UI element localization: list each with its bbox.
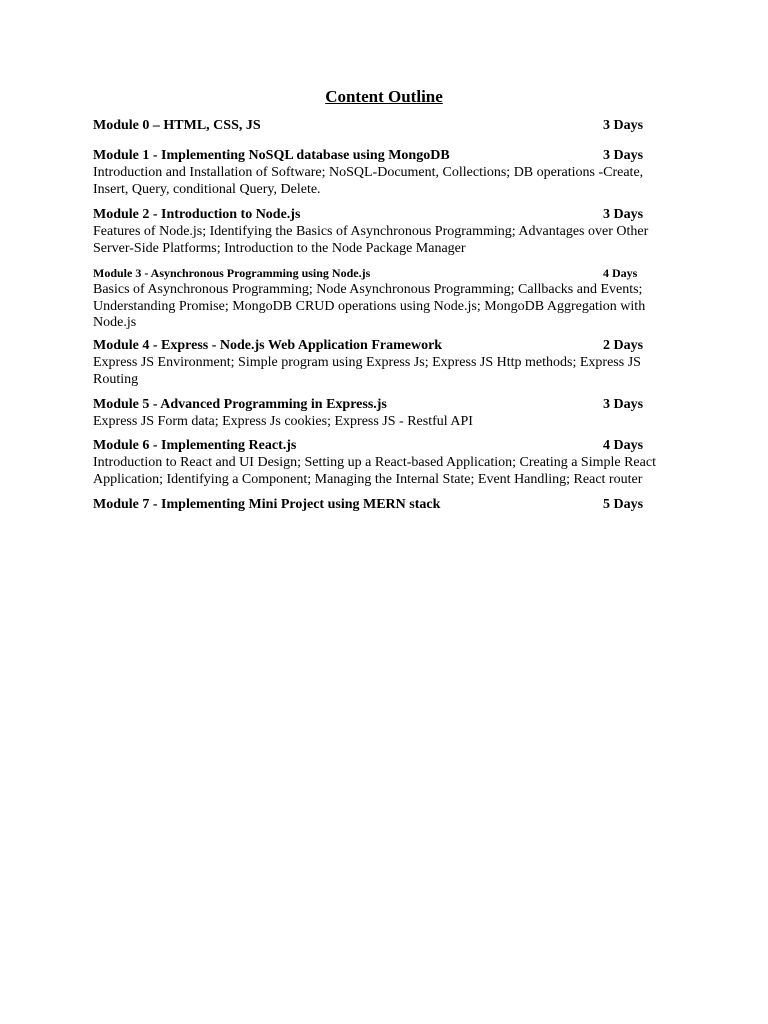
module-duration: 3 Days [603,207,644,222]
module-description: Features of Node.js; Identifying the Basics of Asynchronous Programming; Advantages over Other Server-Side Platforms; Introduction to the Node Package Manager [93,224,649,256]
module-heading [93,117,673,135]
module-heading [93,264,673,282]
module-heading [93,337,673,355]
module-heading [93,396,673,414]
module-4 [93,337,673,388]
module-duration: 3 Days [603,118,644,133]
module-6 [93,437,673,488]
module-name: Module 2 - Introduction to Node.js [93,207,301,222]
module-heading [93,147,673,165]
module-3 [93,264,673,332]
module-description: Introduction and Installation of Software; NoSQL-Document, Collections; DB operations -Create, Insert, Query, conditional Query, Delete. [93,165,644,197]
module-duration: 2 Days [603,338,644,353]
module-2 [93,206,673,257]
module-1 [93,147,673,198]
module-7 [93,496,673,514]
module-name: Module 4 - Express - Node.js Web Application Framework [93,338,443,353]
module-heading [93,206,673,224]
module-heading [93,496,673,514]
module-duration: 4 Days [603,266,638,280]
module-0 [93,117,673,135]
module-5 [93,396,673,431]
module-name: Module 6 - Implementing React.js [93,438,297,453]
module-description: Express JS Environment; Simple program using Express Js; Express JS Http methods; Express JS Routing [93,355,641,387]
module-description: Introduction to React and UI Design; Setting up a React-based Application; Creating a Simple React Application; Identifying a Component; Managing the Internal State; Event Handling; React router [93,455,656,487]
module-name: Module 7 - Implementing Mini Project using MERN stack [93,497,441,512]
module-name: Module 0 – HTML, CSS, JS [93,118,261,133]
module-duration: 4 Days [603,438,644,453]
module-name: Module 3 - Asynchronous Programming using Node.js [93,266,371,280]
module-name: Module 5 - Advanced Programming in Express.js [93,397,387,412]
page-title: Content Outline [325,87,443,106]
module-description: Express JS Form data; Express Js cookies; Express JS - Restful API [93,414,473,429]
module-heading [93,437,673,455]
module-duration: 5 Days [603,497,644,512]
module-description: Basics of Asynchronous Programming; Node Asynchronous Programming; Callbacks and Events; Understanding Promise; MongoDB CRUD operations using Node.js; MongoDB Aggregation with Node.js [93,282,646,330]
module-name: Module 1 - Implementing NoSQL database using MongoDB [93,148,450,163]
module-duration: 3 Days [603,148,644,163]
module-duration: 3 Days [603,397,644,412]
